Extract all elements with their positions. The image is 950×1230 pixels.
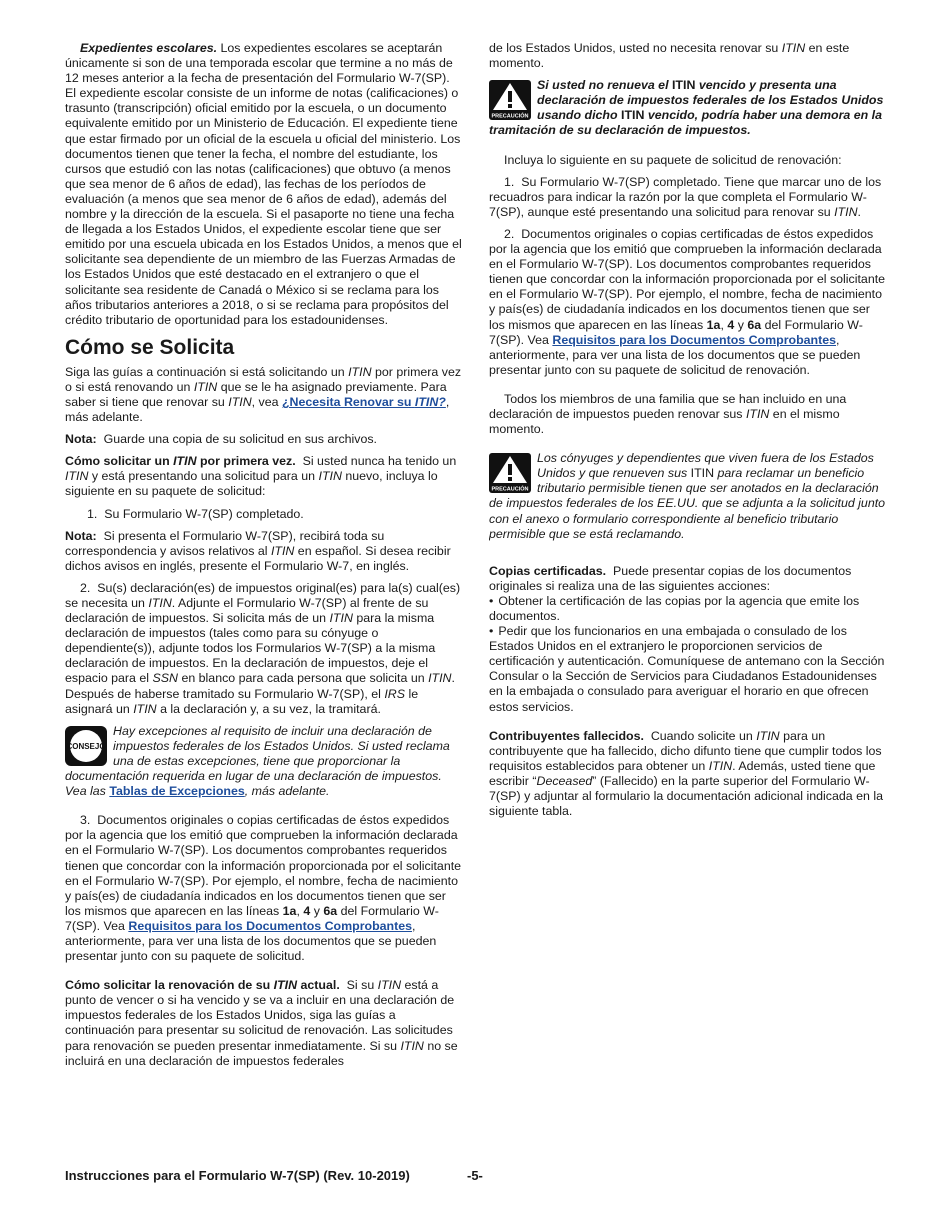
svg-text:PRECAUCIÓN: PRECAUCIÓN: [491, 113, 529, 120]
footer-title: Instrucciones para el Formulario W-7(SP) (Rev. 10-2019): [65, 1168, 410, 1183]
link-tablas-excepciones[interactable]: Tablas de Excepciones: [109, 784, 245, 799]
link-requisitos-documentos[interactable]: Requisitos para los Documentos Comprobantes: [128, 918, 413, 933]
paragraph-familia: Todos los miembros de una familia que se han incluido en una declaración de impuestos pueden renovar sus ITIN en el mismo momento.: [489, 391, 847, 437]
page-number: -5-: [467, 1168, 483, 1183]
precaucion-note-2: PRECAUCIÓN Los cónyuges y dependientes que viven fuera de los Estados Unidos y que renueven sus ITIN para reclamar un beneficio tributario permisible tienen que ser anotados en la declaración de impuestos federales de los EE.UU. que se adjunta a la solicitud junto con el anexo o formulario correspondiente al beneficio tributario permisible que se está reclamando.: [489, 451, 886, 541]
consejo-note: CONSEJO Hay excepciones al requisito de incluir una declaración de impuestos federales de los Estados Unidos. Si usted reclama una de estas excepciones, tiene que proporcionar la documentación requerida en lugar de una declaración de impuestos. Vea las Tablas de Excepciones, más adelante.: [65, 723, 450, 799]
renewal-item-2: 2. Documentos originales o copias certificadas de éstos expedidos por la agencia que los emitió que comprueben la información declarada en el Formulario W-7(SP). Los documentos comprobantes requeridos tienen que concordar con la información proporcionada por el solicitante en el Formulario W-7(SP). Por ejemplo, el nombre, fecha de nacimiento y país(es) de ciudadanía indicados en los documentos tienen que ser los mismos que aparecen en las líneas 1a, 4 y 6a del Formulario W-7(SP). Vea Requisitos para los Documentos Comprobantes, anteriormente, para ver una lista de los documentos que se pueden presentar junto con su paquete de solicitud de renovación.: [489, 226, 886, 377]
nota-formulario: Nota: Si presenta el Formulario W-7(SP), recibirá toda su correspondencia y avisos relativos al ITIN en español. Si desea recibir dichos avisos en inglés, presente el Formulario W-7, en inglés.: [65, 528, 451, 573]
consejo-icon: [65, 726, 107, 766]
paragraph-primera-vez: Cómo solicitar un ITIN por primera vez. Si usted nunca ha tenido un ITIN y está presentando una solicitud para un ITIN nuevo, incluya lo siguiente en su paquete de solicitud:: [65, 454, 457, 499]
expedientes-title: Expedientes escolares.: [80, 41, 218, 55]
nota-guarde: Nota: Guarde una copia de su solicitud en sus archivos.: [65, 432, 378, 447]
bullet-item: • Pedir que los funcionarios en una embajada o consulado de los Estados Unidos en el extranjero le proporcionen servicios de certificación y autenticación. Comuníquese de antemano con la Sección Consular o la Sección de Servicios para Ciudadanos Estadounidenses en la embajada o consulado para averiguar el horario en que ofrecen estos servicios.: [489, 624, 886, 715]
list-item-2: 2. Su(s) declaración(es) de impuestos original(es) para la(s) cual(es) se necesita un ITIN. Adjunte el Formulario W-7(SP) al frente de su declaración de impuestos. Si solicita más de un ITIN para la misma declaración de impuestos (tales como para su cónyuge o dependiente(s)), adjunte todos los Formularios W-7(SP) a la misma declaración de impuestos. En la declaración de impuestos, deje el espacio para el SSN en blanco para cada persona que solicita un ITIN. Después de haberse tramitado su Formulario W-7(SP), el IRS le asignará un ITIN a la declaración y, a su vez, la tramitará.: [65, 580, 461, 716]
bullet-item: • Obtener la certificación de las copias por la agencia que emite los documentos.: [489, 594, 886, 624]
right-column: [489, 41, 886, 819]
section-heading: Cómo se Solicita: [65, 335, 235, 359]
paragraph-expedientes: Expedientes escolares. Los expedientes escolares se aceptarán únicamente si son de una temporada escolar que termine a no más de 12 meses anterior a la fecha de presentación del Formulario W-7(SP). El expediente escolar consiste de un informe de notas (calificaciones) o trasunto (transcripción) oficial emitido por la escuela, o un documento equivalente emitido por un Ministerio de Educación. El expediente tiene que estar firmado por un oficial de la escuela u oficial del ministerio. Los documentos tienen que tener la fecha, el nombre del estudiante, los cursos que estudió con las notas (calificaciones) que obtuvo (a menos que sea menor de 6 años de edad), las fechas de los períodos de evaluación (a menos que sea menor de 6 años de edad), además del nombre y la dirección de la escuela. Si el pasaporte no tiene una fecha de llegada a los Estados Unidos, el expediente escolar tiene que ser emitido por una escuela ubicada en los Estados Unidos, a menos que el solicitante sea dependiente de un miembro de las Fuerzas Armadas de los Estados Unidos que esté destacado en el extranjero o que el solicitante sea residente de Canadá o México si se reclama para los años tributarios anteriores a 2018, o si se reclama para propósitos del crédito tributario de oportunidad para los estadounidenses.: [65, 41, 462, 327]
svg-text:PRECAUCIÓN: PRECAUCIÓN: [491, 486, 529, 493]
paragraph-incluya: Incluya lo siguiente en su paquete de solicitud de renovación:: [504, 152, 842, 167]
left-column: [65, 41, 462, 1069]
paragraph-fallecidos: Contribuyentes fallecidos. Cuando solicite un ITIN para un contribuyente que ha fallecido, dicho difunto tiene que cumplir todos los requisitos establecidos para obtener un ITIN. Además, usted tiene que escribir “Deceased” (Fallecido) en la parte superior del Formulario W-7(SP) y adjuntar al formulario la documentación adicional indicada en la siguiente tabla.: [489, 728, 883, 819]
link-necesita-renovar[interactable]: ¿Necesita Renovar su ITIN?: [281, 394, 446, 409]
paragraph-renovacion: Cómo solicitar la renovación de su ITIN actual. Si su ITIN está a punto de vencer o si ha vencido y se va a incluir en una declaración de impuestos federales de los Estados Unidos, siga las guías a continuación para presentar su solicitud de renovación. Las solicitudes para renovación se pueden presentar inmediatamente. Si su ITIN no se incluirá en una declaración de impuestos federales: [65, 978, 458, 1068]
svg-text:CONSEJO: CONSEJO: [66, 741, 106, 751]
paragraph-continuation: de los Estados Unidos, usted no necesita renovar su ITIN en este momento.: [489, 41, 850, 71]
list-item-3: 3. Documentos originales o copias certificadas de éstos expedidos por la agencia que los emitió que comprueben la información declarada en el Formulario W-7(SP). Los documentos comprobantes requeridos tienen que concordar con la información proporcionada por el solicitante en el Formulario W-7(SP). Por ejemplo, el nombre, fecha de nacimiento y país(es) de ciudadanía indicados en los documentos tienen que ser los mismos que aparecen en las líneas 1a, 4 y 6a del Formulario W-7(SP). Vea Requisitos para los Documentos Comprobantes, anteriormente, para ver una lista de los documentos que se pueden presentar junto con su paquete de solicitud.: [65, 813, 462, 964]
renewal-item-1: 1. Su Formulario W-7(SP) completado. Tiene que marcar uno de los recuadros para indicar la razón por la que completa el Formulario W-7(SP), aunque esté presentando una solicitud para renovar su ITIN.: [489, 174, 882, 219]
link-requisitos-documentos-2[interactable]: Requisitos para los Documentos Comprobantes: [552, 332, 837, 347]
list-item-1: 1. Su Formulario W-7(SP) completado.: [87, 506, 304, 521]
precaucion-note-1: PRECAUCIÓN Si usted no renueva el ITIN vencido y presenta una declaración de impuestos federales de los Estados Unidos usando dicho ITIN vencido, podría haber una demora en la tramitación de su declaración de impuestos.: [489, 78, 884, 138]
paragraph-copias: Copias certificadas. Puede presentar copias de los documentos originales si realiza una de las siguientes acciones:: [489, 563, 852, 593]
warning-icon: [489, 453, 531, 493]
paragraph-intro: Siga las guías a continuación si está solicitando un ITIN por primera vez o si está renovando un ITIN que se le ha asignado previamente. Para saber si tiene que renovar su ITIN, vea ¿Necesita Renovar su ITIN?, más adelante.: [65, 364, 462, 425]
warning-icon: [489, 80, 531, 120]
